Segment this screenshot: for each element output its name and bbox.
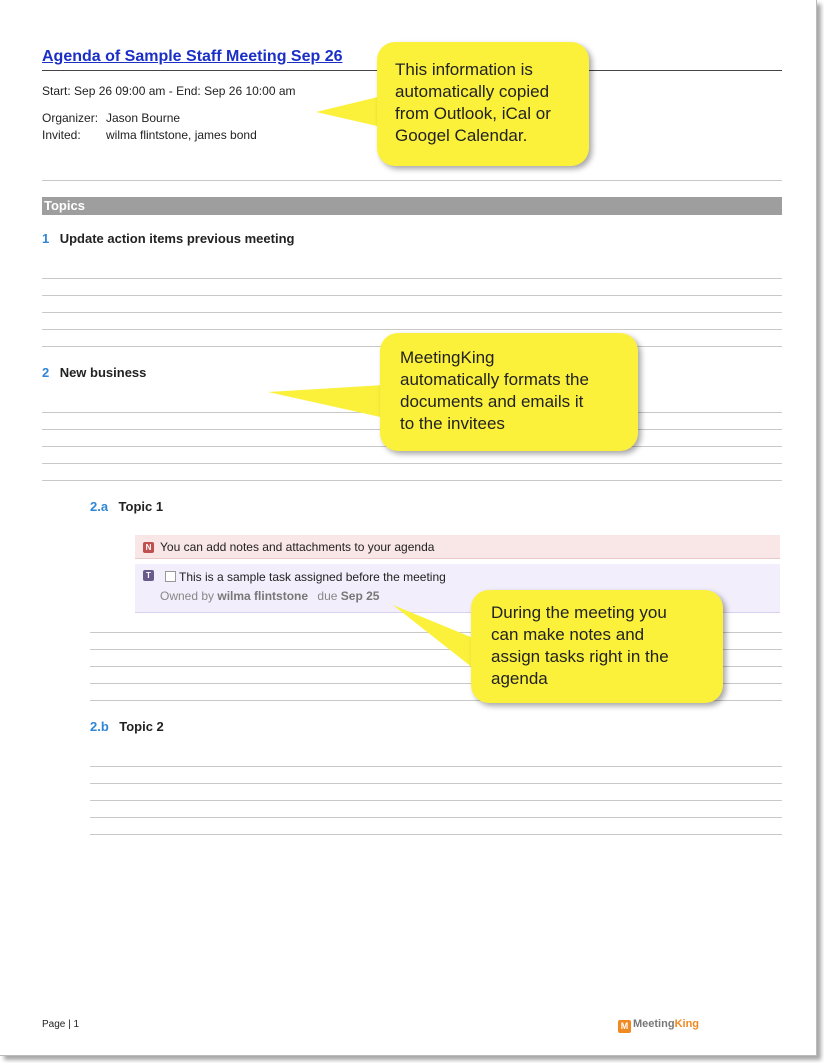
callout-auto-format: [380, 333, 638, 451]
callout-line: MeetingKing: [400, 348, 495, 367]
callout-line: to the invitees: [400, 414, 505, 433]
subtopic-title: Topic 1: [118, 499, 164, 514]
callout-line: agenda: [491, 669, 548, 688]
topic-number: 1: [42, 231, 50, 246]
callout-line: automatically formats the: [400, 370, 589, 389]
task-owner: wilma flintstone: [217, 589, 309, 603]
callout-line: automatically copied: [395, 82, 550, 101]
meetingking-logo-icon: M: [618, 1020, 631, 1033]
task-due-date: Sep 25: [340, 589, 380, 603]
organizer-value: Jason Bourne: [106, 111, 181, 125]
callout-line: assign tasks right in the: [491, 647, 669, 666]
logo-text-meeting: Meeting: [633, 1018, 675, 1030]
due-label: due: [317, 589, 338, 603]
callout-line: can make notes and: [491, 625, 645, 644]
task-text: This is a sample task assigned before the meeting: [179, 570, 446, 584]
note-text: You can add notes and attachments to your agenda: [160, 540, 435, 554]
callout-line: During the meeting you: [491, 603, 667, 622]
subtopic-number: 2.b: [90, 719, 109, 734]
callout-meeting-notes: [471, 590, 723, 703]
topics-header: Topics: [42, 197, 782, 215]
callout-tail: [316, 95, 386, 128]
invited-value: wilma flintstone, james bond: [106, 128, 257, 142]
schedule-text: Start: Sep 26 09:00 am - End: Sep 26 10:00 am: [42, 84, 296, 98]
callout-line: This information is: [395, 60, 533, 79]
callout-line: Googel Calendar.: [395, 126, 528, 145]
callout-line: from Outlook, iCal or: [395, 104, 551, 123]
page-number: Page | 1: [42, 1019, 80, 1030]
note-icon: N: [143, 542, 154, 553]
subtopic-title: Topic 2: [119, 719, 164, 734]
topic-number: 2: [42, 365, 50, 380]
topic-title: Update action items previous meeting: [59, 231, 295, 246]
callout-tail: [268, 385, 385, 418]
logo-text-king: King: [674, 1018, 700, 1030]
owned-by-label: Owned by: [160, 589, 215, 603]
callout-tail: [393, 605, 478, 672]
callout-calendar-info: [377, 42, 589, 166]
callout-line: documents and emails it: [400, 392, 584, 411]
organizer-label: Organizer:: [42, 111, 99, 125]
invited-label: Invited:: [42, 128, 81, 142]
topic-title: New business: [59, 365, 147, 380]
subtopic-number: 2.a: [90, 499, 109, 514]
task-icon: T: [143, 570, 154, 581]
meetingking-logo: [618, 1018, 699, 1033]
agenda-title-link[interactable]: Agenda of Sample Staff Meeting Sep 26: [42, 48, 343, 65]
